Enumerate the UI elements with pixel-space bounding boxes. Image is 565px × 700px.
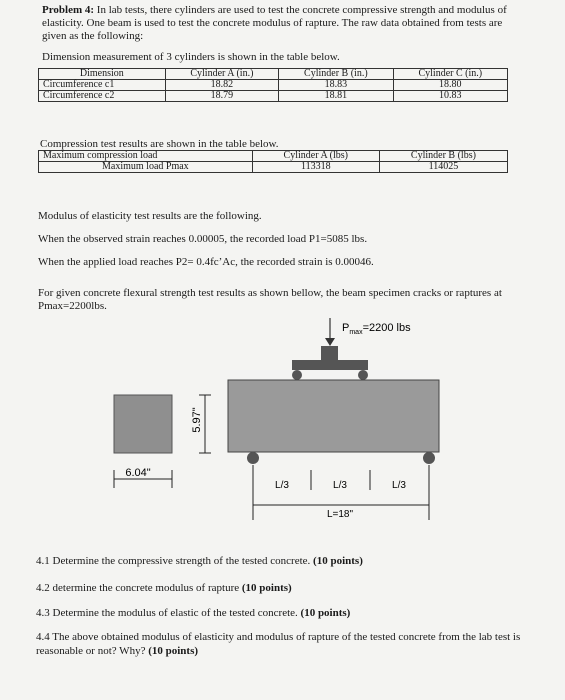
table-cell: 18.80	[393, 80, 507, 91]
table-cell: 114025	[379, 162, 507, 173]
load-roller-right	[358, 370, 368, 380]
support-roller-left	[247, 452, 259, 464]
dimension-caption: Dimension measurement of 3 cylinders is shown in the table below.	[42, 51, 340, 63]
compression-caption: Compression test results are shown in the table below.	[40, 138, 279, 150]
table-cell: 18.83	[279, 80, 393, 91]
flexural-text: For given concrete flexural strength test results as shown bellow, the beam specimen cracks or raptures at Pmax=2200lbs.	[38, 287, 502, 312]
table-header-cell: Dimension	[39, 69, 166, 80]
problem-intro-text: In lab tests, there cylinders are used to test the concrete compressive strength and modulus of elasticity. One beam is used to test the concrete modulus of rapture. The raw data obtained from tests are given as the following:	[42, 4, 507, 42]
section-height-label: 5.97"	[191, 407, 203, 433]
beam-specimen	[228, 380, 439, 452]
table-cell: Maximum load Pmax	[39, 162, 253, 173]
table-header-cell: Cylinder A (lbs)	[252, 151, 379, 162]
table-cell: Circumference c2	[39, 91, 166, 102]
table-header-cell: Cylinder C (in.)	[393, 69, 507, 80]
question-1: 4.1 Determine the compressive strength of the tested concrete. (10 points)	[36, 555, 363, 567]
question-4: 4.4 The above obtained modulus of elasticity and modulus of rapture of the tested concrete from the lab test is reasonable or not? Why? (10 points)	[36, 631, 521, 657]
table-header-cell: Cylinder A (in.)	[165, 69, 279, 80]
beam-cross-section	[114, 395, 172, 453]
spreader-beam	[292, 360, 368, 370]
table-header-cell: Cylinder B (in.)	[279, 69, 393, 80]
table-cell: Circumference c1	[39, 80, 166, 91]
modulus-line-1: Modulus of elasticity test results are the following.	[38, 210, 262, 222]
table-cell: 18.82	[165, 80, 279, 91]
load-arrow-icon	[325, 318, 335, 346]
span-c-label: L/3	[392, 480, 406, 491]
table-cell: 18.81	[279, 91, 393, 102]
load-roller-left	[292, 370, 302, 380]
question-3: 4.3 Determine the modulus of elastic of the tested concrete. (10 points)	[36, 607, 351, 619]
span-a-label: L/3	[275, 480, 289, 491]
span-b-label: L/3	[333, 480, 347, 491]
problem-title: Problem 4:	[42, 4, 95, 16]
table-cell: 10.83	[393, 91, 507, 102]
modulus-line-2: When the observed strain reaches 0.00005, the recorded load P1=5085 lbs.	[38, 233, 368, 245]
table-header-cell: Cylinder B (lbs)	[379, 151, 507, 162]
load-head	[321, 346, 338, 360]
span-total-label: L=18"	[326, 509, 354, 520]
section-width-label: 6.04"	[125, 467, 151, 479]
table-cell: 113318	[252, 162, 379, 173]
table-header-cell: Maximum compression load	[39, 151, 253, 162]
question-2: 4.2 determine the concrete modulus of rapture (10 points)	[36, 582, 292, 594]
modulus-line-3: When the applied load reaches P2= 0.4fc’Ac, the recorded strain is 0.00046.	[38, 256, 374, 268]
support-roller-right	[423, 452, 435, 464]
table-cell: 18.79	[165, 91, 279, 102]
load-label: $P_{max}=2200$ lbs	[342, 322, 411, 336]
